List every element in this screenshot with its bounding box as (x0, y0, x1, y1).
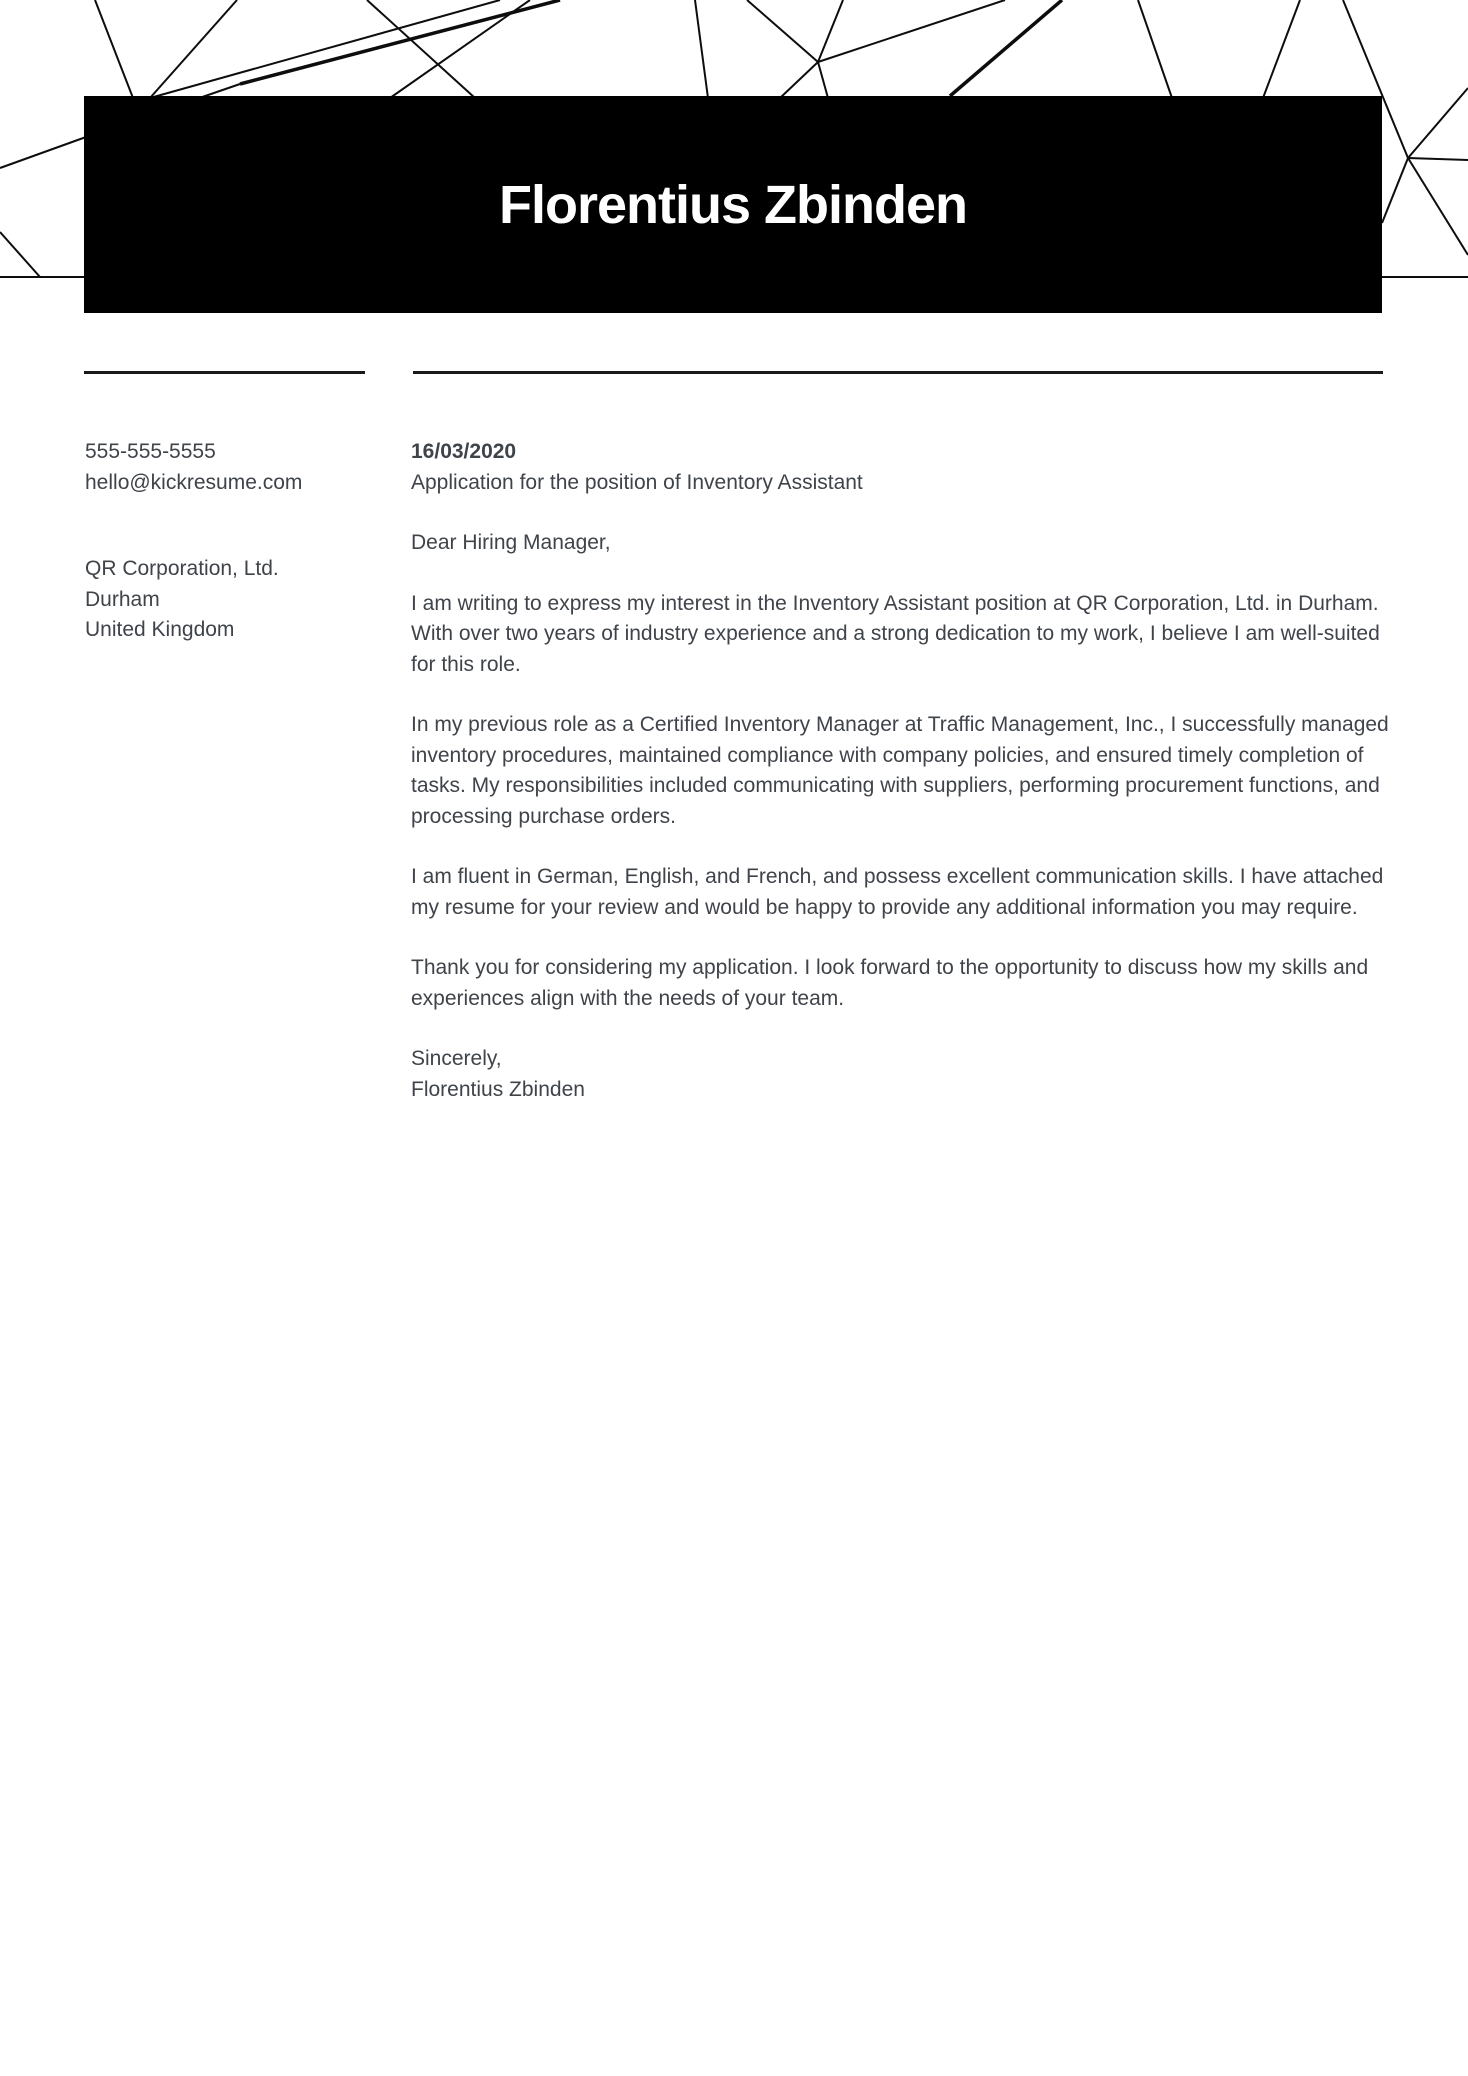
letter-date: 16/03/2020 (411, 440, 517, 463)
email-address: hello@kickresume.com (85, 470, 303, 494)
recipient-city: Durham (85, 587, 160, 611)
letter-paragraph-3: I am fluent in German, English, and French, and possess excellent communication skills. I have attached my resume for your review and would be happy to provide any additional information you may require. (411, 865, 1384, 919)
letter-body (411, 437, 1389, 1105)
signature: Florentius Zbinden (411, 1077, 585, 1101)
left-column-rule (84, 371, 365, 374)
person-name: Florentius Zbinden (499, 174, 967, 235)
salutation: Dear Hiring Manager, (411, 531, 611, 554)
closing: Sincerely, (411, 1047, 502, 1070)
right-column-rule (413, 371, 1383, 374)
phone-number: 555-555-5555 (85, 440, 216, 463)
letter-paragraph-1: I am writing to express my interest in the Inventory Assistant position at QR Corporation, Ltd. in Durham. With over two years of industry experience and a strong dedication to my work, I believe I am well-suited for this role. (411, 591, 1380, 676)
recipient-company: QR Corporation, Ltd. (85, 557, 279, 580)
contact-spacer (85, 498, 385, 554)
name-banner (84, 96, 1382, 313)
letter-paragraph-4: Thank you for considering my application. I look forward to the opportunity to discuss how my skills and experiences align with the needs of your team. (411, 956, 1369, 1010)
recipient-country: United Kingdom (85, 618, 235, 641)
letter-paragraph-2: In my previous role as a Certified Inventory Manager at Traffic Management, Inc., I successfully managed inventory procedures, maintained compliance with company policies, and ensured timely completion of tasks. My responsibilities included communicating with suppliers, performing procurement functions, and processing purchase orders. (411, 713, 1389, 828)
letter-subject: Application for the position of Inventory Assistant (411, 470, 863, 494)
contact-column (85, 437, 385, 646)
